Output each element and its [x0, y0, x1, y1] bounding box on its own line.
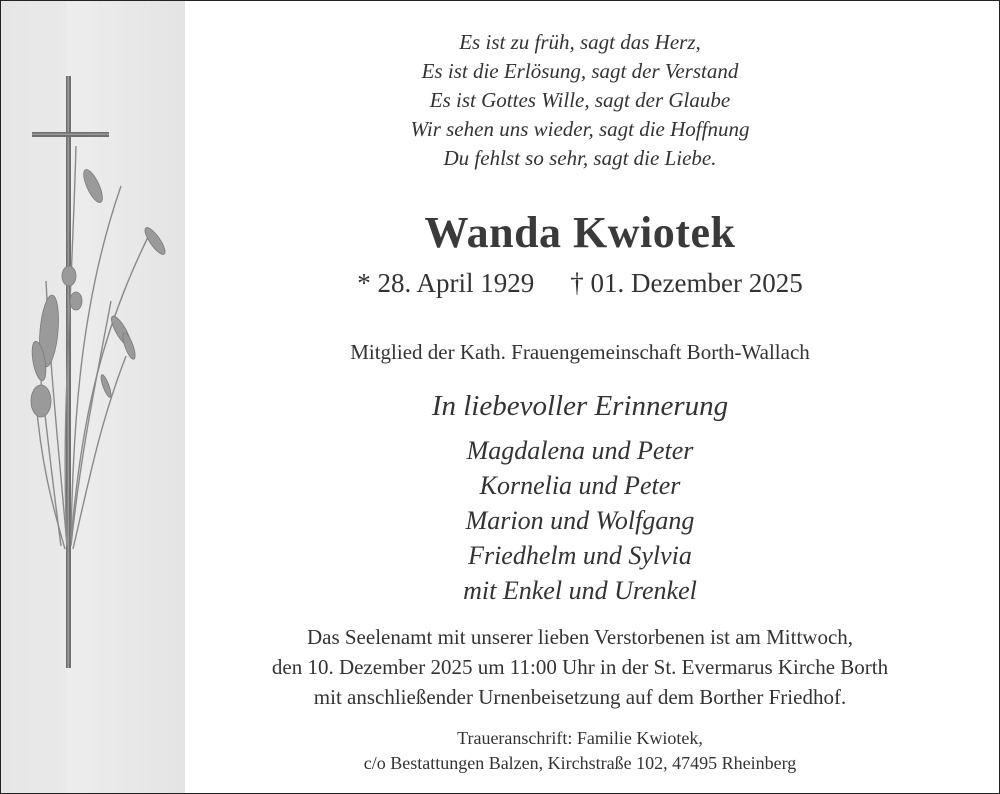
address-line: c/o Bestattungen Balzen, Kirchstraße 102, 47495 Rheinberg — [363, 753, 797, 773]
service-notice-line: Das Seelenamt mit unserer lieben Verstorbenen ist am Mittwoch, — [306, 625, 854, 649]
membership-note: Mitglied der Kath. Frauengemeinschaft Borth-Wallach — [350, 340, 810, 364]
address-line: Traueranschrift: Familie Kwiotek, — [457, 728, 703, 748]
service-notice-line: den 10. Dezember 2025 um 11:00 Uhr in der St. Evermarus Kirche Borth — [271, 655, 889, 679]
memory-heading: In liebevoller Erinnerung — [431, 390, 729, 422]
family-line: Marion und Wolfgang — [465, 506, 695, 535]
family-line: mit Enkel und Urenkel — [463, 576, 697, 605]
poem-line: Du fehlst so sehr, sagt die Liebe. — [443, 146, 717, 170]
family-line: Magdalena und Peter — [466, 436, 694, 465]
poem-line: Es ist die Erlösung, sagt der Verstand — [421, 59, 739, 83]
poem-line: Wir sehen uns wieder, sagt die Hoffnung — [410, 117, 750, 141]
family-line: Friedhelm und Sylvia — [468, 541, 692, 570]
poem-line: Es ist zu früh, sagt das Herz, — [459, 30, 701, 54]
obituary-content — [185, 0, 975, 794]
decorative-side-panel — [1, 1, 185, 793]
family-line: Kornelia und Peter — [479, 471, 681, 500]
cross-with-wheat-icon — [1, 1, 185, 793]
death-date: † 01. Dezember 2025 — [570, 268, 803, 298]
deceased-name: Wanda Kwiotek — [424, 208, 736, 257]
life-dates — [185, 268, 975, 299]
service-notice-line: mit anschließender Urnenbeisetzung auf dem Borther Friedhof. — [313, 685, 847, 709]
birth-date: * 28. April 1929 — [357, 268, 535, 298]
poem-line: Es ist Gottes Wille, sagt der Glaube — [429, 88, 731, 112]
